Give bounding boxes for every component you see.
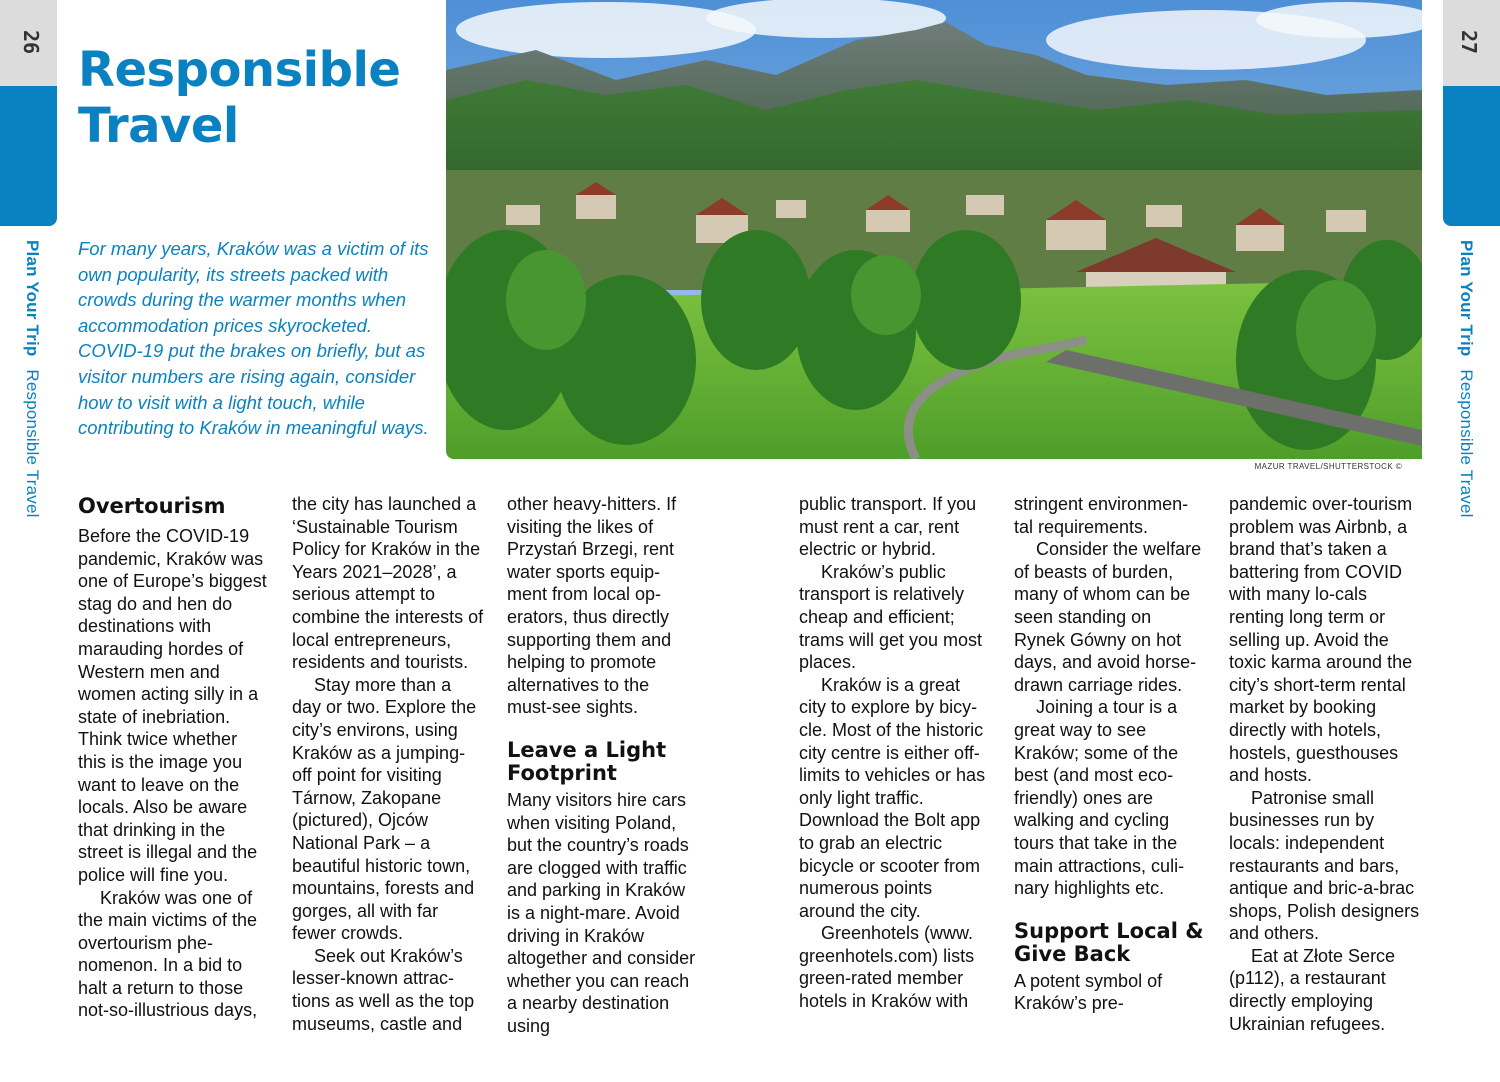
paragraph: Eat at Złote Serce (p112), a restaurant directly employing Ukrainian refugees. — [1229, 945, 1396, 1034]
paragraph: Kraków was one of the main victims of the overtourism phe-nomenon. In a bid to halt a return to those not-so-illustrious days, — [78, 887, 258, 1021]
paragraph: other heavy-hitters. If visiting the likes of Przystań Brzegi, rent water sports equip-ment from local op-erators, thus directly supporting them and helping to promote alternatives to the must-see sights. — [507, 494, 677, 718]
paragraph: Consider the welfare of beasts of burden, many of whom can be seen standing on Rynek Gówny on hot days, and avoid horse-drawn carriage rides. — [1014, 539, 1202, 695]
intro-paragraph: For many years, Kraków was a victim of its own popularity, its streets packed with crowds during the warmer months when accommodation prices skyrocketed. COVID-19 put the brakes on briefly, but as visitor numbers are rising again, consider how to visit with a light touch, while contributing to Kraków in meaningful ways. — [78, 238, 429, 439]
paragraph: Many visitors hire cars when visiting Poland, but the country’s roads are clogged with traffic and parking in Kraków is a night-mare. Avoid driving in Kraków altogether and consider whether you can reach a nearby destination using — [507, 789, 696, 1036]
paragraph: Before the COVID-19 pandemic, Kraków was one of Europe’s biggest stag do and hen do destinations with marauding hordes of Western men and women acting silly in a state of inebriation. Think twice whether this is the image you want to leave on the locals. Also be aware that drinking in the street is illegal and the police will fine you. — [78, 526, 267, 885]
column-4 — [799, 493, 991, 1013]
paragraph: Patronise small businesses run by locals: independent restaurants and bars, antique and bric-a-brac shops, Polish designers and others. — [1229, 787, 1420, 944]
side-label-topic: Responsible Travel — [1457, 369, 1476, 518]
title-line-2: Travel — [78, 98, 239, 154]
paragraph: Kraków is a great city to explore by bicy-cle. Most of the historic city centre is either off-limits to vehicles or has only light traffic. Download the Bolt app to grab an electric bicycle or scooter from numerous points around the city. — [799, 674, 986, 921]
column-6 — [1229, 493, 1421, 1035]
column-2 — [292, 493, 484, 1035]
page-number-right: 27 — [1456, 29, 1481, 55]
column-3 — [507, 493, 699, 1037]
paragraph: Joining a tour is a great way to see Kraków; some of the best (and most eco-friendly) ones are walking and cycling tours that take in the main attractions, culi-nary highlights etc. — [1014, 697, 1185, 899]
zakopane-photo — [446, 0, 1422, 459]
side-label-left — [22, 240, 42, 518]
side-label-right — [1456, 240, 1476, 518]
heading-support-local-give-back: Support Local & Give Back — [1014, 918, 1204, 966]
title-line-1: Responsible — [78, 42, 401, 98]
page-number-left: 26 — [19, 29, 44, 55]
paragraph: Greenhotels (www. greenhotels.com) lists green-rated member hotels in Kraków with — [799, 923, 975, 1012]
right-tab-blue — [1443, 86, 1500, 226]
side-label-section: Plan Your Trip — [1457, 240, 1476, 357]
heading-leave-a-light-footprint: Leave a Light Footprint — [507, 737, 667, 785]
column-5 — [1014, 493, 1206, 1015]
paragraph: stringent environmen-tal requirements. — [1014, 494, 1189, 537]
paragraph: Kraków’s public transport is relatively cheap and efficient; trams will get you most places. — [799, 561, 983, 673]
paragraph: Stay more than a day or two. Explore the city’s environs, using Kraków as a jumping-off point for visiting Tárnow, Zakopane (pictured), Ojców National Park – a beautiful historic town, mountains, forests and gorges, all with far fewer crowds. — [292, 674, 477, 944]
page-title — [78, 42, 400, 154]
paragraph: pandemic over-tourism problem was Airbnb, a brand that’s taken a battering from COVID with many lo-cals renting long term or selling up. Avoid the toxic karma around the city’s short-term rental market by booking directly with hotels, hostels, guesthouses and hosts. — [1229, 494, 1413, 786]
paragraph: Seek out Kraków’s lesser-known attrac-tions as well as the top museums, castle and — [292, 945, 475, 1034]
side-label-section: Plan Your Trip — [23, 240, 42, 357]
paragraph: A potent symbol of Kraków’s pre- — [1014, 970, 1163, 1014]
column-1 — [78, 493, 270, 1022]
paragraph: public transport. If you must rent a car, rent electric or hybrid. — [799, 494, 977, 560]
side-label-topic: Responsible Travel — [23, 369, 42, 518]
photo-credit: MAZUR TRAVEL/SHUTTERSTOCK © — [1254, 462, 1402, 471]
heading-overtourism: Overtourism — [78, 494, 226, 518]
left-tab-blue — [0, 86, 57, 226]
paragraph: the city has launched a ‘Sustainable Tourism Policy for Kraków in the Years 2021–2028’, a serious attempt to combine the interests of local entrepreneurs, residents and tourists. — [292, 494, 484, 673]
